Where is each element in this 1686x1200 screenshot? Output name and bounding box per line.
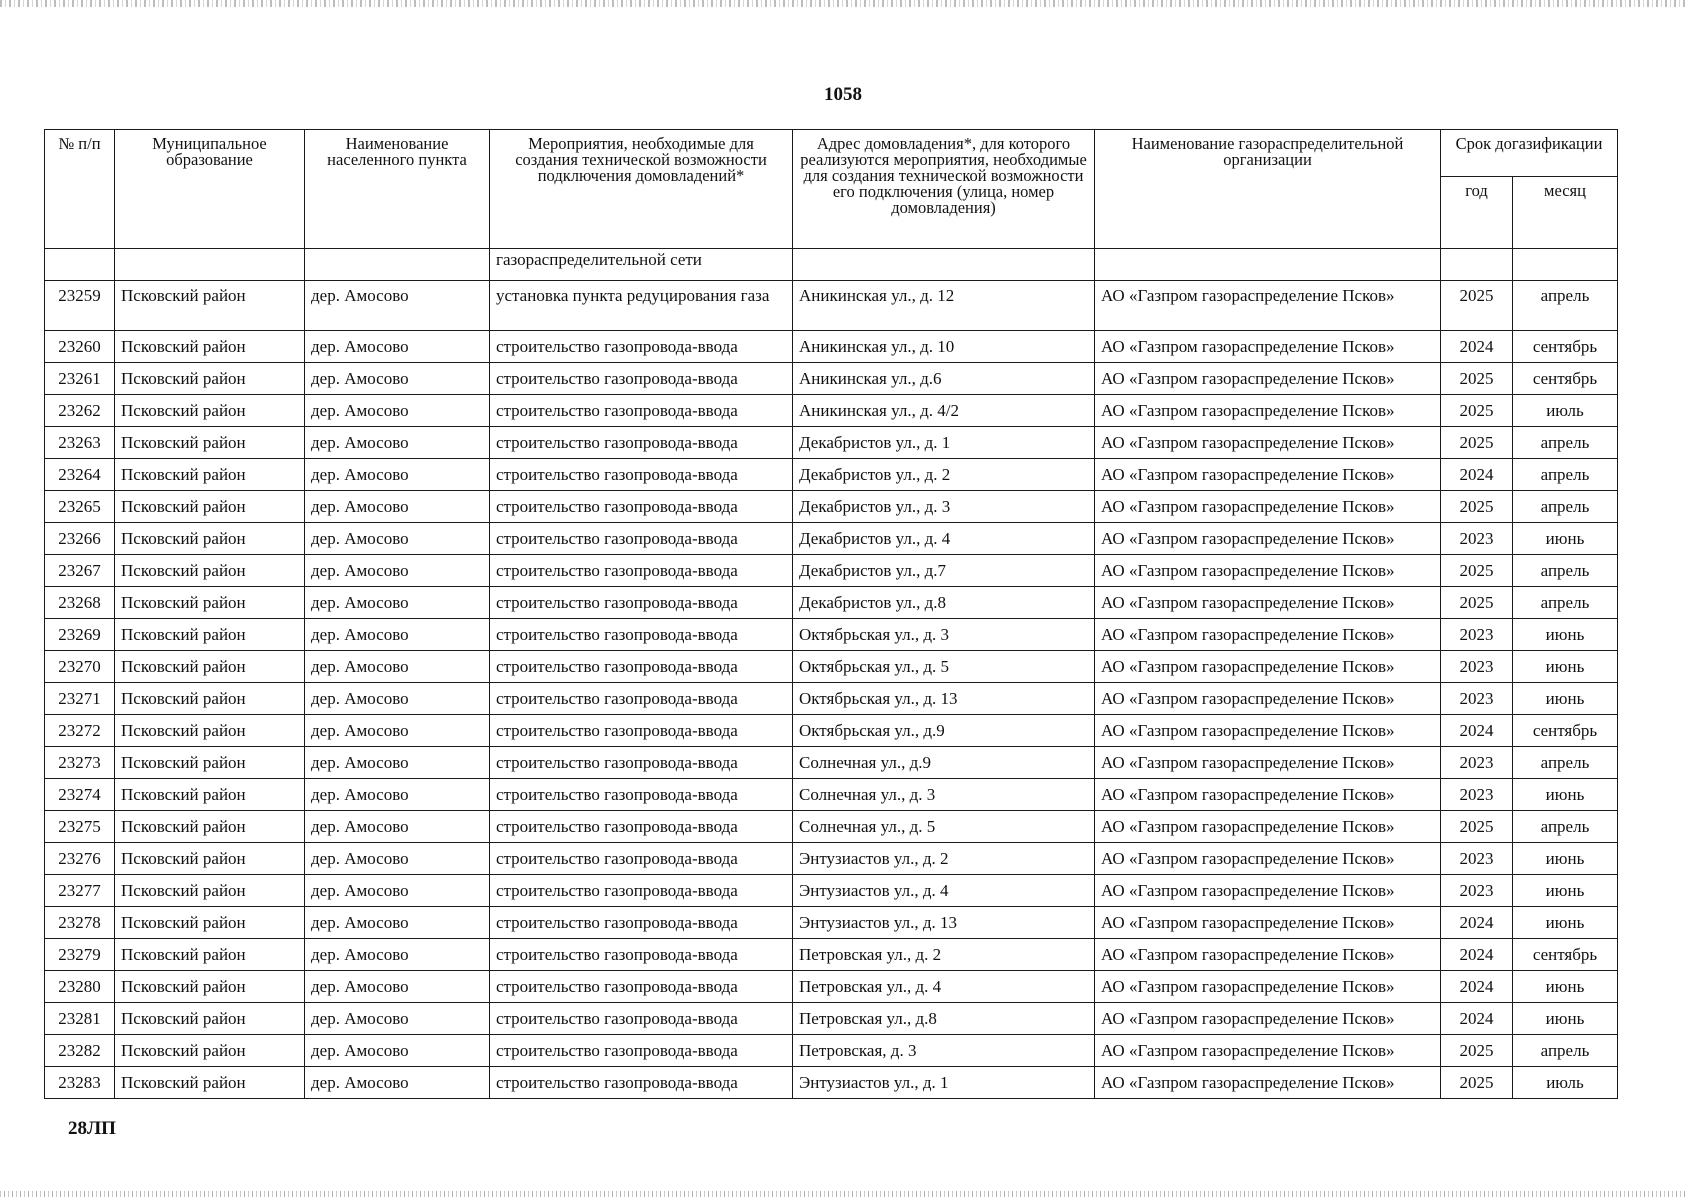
cell-number: 23282 <box>45 1035 115 1067</box>
cell-year: 2023 <box>1441 843 1513 875</box>
cell-municipality: Псковский район <box>115 747 305 779</box>
cell-number: 23260 <box>45 331 115 363</box>
cell-activity: установка пункта редуцирования газа <box>490 281 793 331</box>
cell-organization: АО «Газпром газораспределение Псков» <box>1095 1067 1441 1099</box>
cell-municipality: Псковский район <box>115 683 305 715</box>
cell-settlement: дер. Амосово <box>305 1067 490 1099</box>
cell-number: 23281 <box>45 1003 115 1035</box>
cell-settlement: дер. Амосово <box>305 395 490 427</box>
cell-activity: строительство газопровода-ввода <box>490 427 793 459</box>
cell-address: Декабристов ул., д. 1 <box>793 427 1095 459</box>
table-row <box>45 907 1618 939</box>
cell-number: 23265 <box>45 491 115 523</box>
header-settlement: Наименование населенного пункта <box>305 130 490 249</box>
cell-address: Солнечная ул., д. 5 <box>793 811 1095 843</box>
cell-month: сентябрь <box>1513 715 1618 747</box>
cell-empty <box>305 249 490 281</box>
cell-organization: АО «Газпром газораспределение Псков» <box>1095 1003 1441 1035</box>
table-row <box>45 555 1618 587</box>
cell-organization: АО «Газпром газораспределение Псков» <box>1095 491 1441 523</box>
cell-municipality: Псковский район <box>115 971 305 1003</box>
header-address: Адрес домовладения*, для которого реализуются мероприятия, необходимые для создания технической возможности его подключения (улица, номер домовладения) <box>793 130 1095 249</box>
table-row <box>45 1067 1618 1099</box>
header-month: месяц <box>1513 177 1618 249</box>
cell-number: 23266 <box>45 523 115 555</box>
cell-activity: строительство газопровода-ввода <box>490 907 793 939</box>
footer-code: 28ЛП <box>68 1118 116 1139</box>
cell-month: июнь <box>1513 683 1618 715</box>
cell-settlement: дер. Амосово <box>305 619 490 651</box>
cell-organization: АО «Газпром газораспределение Псков» <box>1095 395 1441 427</box>
cell-activity: строительство газопровода-ввода <box>490 811 793 843</box>
header-municipality: Муниципальное образование <box>115 130 305 249</box>
cell-organization: АО «Газпром газораспределение Псков» <box>1095 875 1441 907</box>
page-number: 1058 <box>824 84 862 105</box>
cell-settlement: дер. Амосово <box>305 281 490 331</box>
table-row <box>45 971 1618 1003</box>
cell-month: июль <box>1513 1067 1618 1099</box>
cell-year: 2024 <box>1441 1003 1513 1035</box>
table-row <box>45 747 1618 779</box>
cell-year: 2024 <box>1441 971 1513 1003</box>
cell-municipality: Псковский район <box>115 907 305 939</box>
cell-month: апрель <box>1513 491 1618 523</box>
cell-activity: строительство газопровода-ввода <box>490 651 793 683</box>
cell-organization: АО «Газпром газораспределение Псков» <box>1095 281 1441 331</box>
scan-edge-bottom <box>0 1191 1686 1197</box>
table-header <box>45 130 1618 249</box>
cell-activity: строительство газопровода-ввода <box>490 779 793 811</box>
cell-year: 2023 <box>1441 523 1513 555</box>
cell-organization: АО «Газпром газораспределение Псков» <box>1095 427 1441 459</box>
cell-number: 23276 <box>45 843 115 875</box>
cell-activity: строительство газопровода-ввода <box>490 363 793 395</box>
cell-organization: АО «Газпром газораспределение Псков» <box>1095 587 1441 619</box>
cell-municipality: Псковский район <box>115 281 305 331</box>
cell-number: 23261 <box>45 363 115 395</box>
cell-number: 23262 <box>45 395 115 427</box>
cell-address: Аникинская ул., д. 12 <box>793 281 1095 331</box>
cell-address: Октябрьская ул., д. 3 <box>793 619 1095 651</box>
cell-empty <box>793 249 1095 281</box>
cell-number: 23273 <box>45 747 115 779</box>
cell-year: 2025 <box>1441 811 1513 843</box>
cell-number: 23269 <box>45 619 115 651</box>
cell-settlement: дер. Амосово <box>305 747 490 779</box>
scan-edge-top <box>0 0 1686 7</box>
cell-activity: строительство газопровода-ввода <box>490 459 793 491</box>
cell-organization: АО «Газпром газораспределение Псков» <box>1095 555 1441 587</box>
cell-year: 2023 <box>1441 747 1513 779</box>
cell-number: 23272 <box>45 715 115 747</box>
cell-month: апрель <box>1513 281 1618 331</box>
table-body <box>45 249 1618 1099</box>
cell-address: Аникинская ул., д. 4/2 <box>793 395 1095 427</box>
table-row <box>45 523 1618 555</box>
cell-organization: АО «Газпром газораспределение Псков» <box>1095 939 1441 971</box>
cell-organization: АО «Газпром газораспределение Псков» <box>1095 907 1441 939</box>
cell-activity: строительство газопровода-ввода <box>490 619 793 651</box>
table-row <box>45 587 1618 619</box>
cell-municipality: Псковский район <box>115 1035 305 1067</box>
cell-year: 2023 <box>1441 619 1513 651</box>
cell-municipality: Псковский район <box>115 811 305 843</box>
cell-municipality: Псковский район <box>115 395 305 427</box>
cell-settlement: дер. Амосово <box>305 971 490 1003</box>
table-row <box>45 843 1618 875</box>
cell-empty <box>1513 249 1618 281</box>
cell-year: 2025 <box>1441 555 1513 587</box>
cell-address: Октябрьская ул., д.9 <box>793 715 1095 747</box>
cell-number: 23270 <box>45 651 115 683</box>
header-organization: Наименование газораспределительной организации <box>1095 130 1441 249</box>
cell-month: июнь <box>1513 971 1618 1003</box>
cell-year: 2024 <box>1441 331 1513 363</box>
cell-month: сентябрь <box>1513 363 1618 395</box>
cell-settlement: дер. Амосово <box>305 1035 490 1067</box>
table-row <box>45 1035 1618 1067</box>
continuation-row <box>45 249 1618 281</box>
cell-month: апрель <box>1513 587 1618 619</box>
cell-organization: АО «Газпром газораспределение Псков» <box>1095 619 1441 651</box>
cell-activity: строительство газопровода-ввода <box>490 331 793 363</box>
cell-settlement: дер. Амосово <box>305 427 490 459</box>
cell-number: 23263 <box>45 427 115 459</box>
cell-activity: строительство газопровода-ввода <box>490 555 793 587</box>
cell-settlement: дер. Амосово <box>305 1003 490 1035</box>
cell-activity: строительство газопровода-ввода <box>490 1003 793 1035</box>
cell-municipality: Псковский район <box>115 459 305 491</box>
cell-address: Аникинская ул., д. 10 <box>793 331 1095 363</box>
cell-address: Петровская ул., д. 4 <box>793 971 1095 1003</box>
cell-number: 23274 <box>45 779 115 811</box>
cell-settlement: дер. Амосово <box>305 523 490 555</box>
cell-number: 23277 <box>45 875 115 907</box>
cell-year: 2024 <box>1441 459 1513 491</box>
table-row <box>45 491 1618 523</box>
cell-month: апрель <box>1513 555 1618 587</box>
cell-settlement: дер. Амосово <box>305 555 490 587</box>
header-term: Срок догазификации <box>1441 130 1618 177</box>
table-row <box>45 651 1618 683</box>
cell-municipality: Псковский район <box>115 619 305 651</box>
cell-month: июнь <box>1513 523 1618 555</box>
cell-municipality: Псковский район <box>115 715 305 747</box>
cell-number: 23279 <box>45 939 115 971</box>
table-row <box>45 1003 1618 1035</box>
cell-address: Солнечная ул., д.9 <box>793 747 1095 779</box>
cell-month: сентябрь <box>1513 939 1618 971</box>
cell-year: 2024 <box>1441 715 1513 747</box>
cell-settlement: дер. Амосово <box>305 843 490 875</box>
cell-settlement: дер. Амосово <box>305 491 490 523</box>
cell-activity: строительство газопровода-ввода <box>490 683 793 715</box>
cell-year: 2025 <box>1441 491 1513 523</box>
table-row <box>45 875 1618 907</box>
cell-number: 23283 <box>45 1067 115 1099</box>
cell-settlement: дер. Амосово <box>305 587 490 619</box>
cell-organization: АО «Газпром газораспределение Псков» <box>1095 363 1441 395</box>
cell-organization: АО «Газпром газораспределение Псков» <box>1095 811 1441 843</box>
table-row <box>45 811 1618 843</box>
cell-organization: АО «Газпром газораспределение Псков» <box>1095 779 1441 811</box>
cell-municipality: Псковский район <box>115 555 305 587</box>
cell-address: Октябрьская ул., д. 13 <box>793 683 1095 715</box>
table-row <box>45 459 1618 491</box>
cell-settlement: дер. Амосово <box>305 651 490 683</box>
cell-municipality: Псковский район <box>115 1003 305 1035</box>
cell-organization: АО «Газпром газораспределение Псков» <box>1095 843 1441 875</box>
cell-organization: АО «Газпром газораспределение Псков» <box>1095 747 1441 779</box>
table-row <box>45 395 1618 427</box>
cell-number: 23280 <box>45 971 115 1003</box>
cell-number: 23267 <box>45 555 115 587</box>
cell-empty <box>1095 249 1441 281</box>
cell-settlement: дер. Амосово <box>305 939 490 971</box>
cell-activity: строительство газопровода-ввода <box>490 587 793 619</box>
cell-address: Энтузиастов ул., д. 2 <box>793 843 1095 875</box>
table-row <box>45 939 1618 971</box>
cell-activity: строительство газопровода-ввода <box>490 843 793 875</box>
cell-month: июнь <box>1513 875 1618 907</box>
cell-year: 2025 <box>1441 587 1513 619</box>
cell-activity: строительство газопровода-ввода <box>490 747 793 779</box>
cell-municipality: Псковский район <box>115 843 305 875</box>
cell-address: Энтузиастов ул., д. 4 <box>793 875 1095 907</box>
cell-address: Энтузиастов ул., д. 1 <box>793 1067 1095 1099</box>
cell-number: 23278 <box>45 907 115 939</box>
cell-settlement: дер. Амосово <box>305 907 490 939</box>
cell-organization: АО «Газпром газораспределение Псков» <box>1095 651 1441 683</box>
cell-settlement: дер. Амосово <box>305 811 490 843</box>
cell-activity: строительство газопровода-ввода <box>490 875 793 907</box>
cell-month: июнь <box>1513 843 1618 875</box>
cell-address: Декабристов ул., д. 4 <box>793 523 1095 555</box>
cell-municipality: Псковский район <box>115 587 305 619</box>
cell-municipality: Псковский район <box>115 939 305 971</box>
cell-settlement: дер. Амосово <box>305 715 490 747</box>
cell-municipality: Псковский район <box>115 651 305 683</box>
continuation-text: газораспределительной сети <box>490 249 793 281</box>
cell-number: 23259 <box>45 281 115 331</box>
cell-year: 2025 <box>1441 1067 1513 1099</box>
cell-year: 2023 <box>1441 875 1513 907</box>
cell-month: июнь <box>1513 907 1618 939</box>
cell-municipality: Псковский район <box>115 523 305 555</box>
cell-year: 2025 <box>1441 395 1513 427</box>
cell-year: 2023 <box>1441 651 1513 683</box>
cell-month: апрель <box>1513 459 1618 491</box>
cell-empty <box>115 249 305 281</box>
cell-month: июнь <box>1513 651 1618 683</box>
cell-activity: строительство газопровода-ввода <box>490 395 793 427</box>
cell-municipality: Псковский район <box>115 363 305 395</box>
table-row <box>45 281 1618 331</box>
cell-address: Петровская, д. 3 <box>793 1035 1095 1067</box>
cell-organization: АО «Газпром газораспределение Псков» <box>1095 683 1441 715</box>
cell-address: Энтузиастов ул., д. 13 <box>793 907 1095 939</box>
table-row <box>45 427 1618 459</box>
cell-month: июнь <box>1513 619 1618 651</box>
cell-number: 23275 <box>45 811 115 843</box>
cell-year: 2024 <box>1441 907 1513 939</box>
table-row <box>45 363 1618 395</box>
cell-address: Солнечная ул., д. 3 <box>793 779 1095 811</box>
header-measures: Мероприятия, необходимые для создания технической возможности подключения домовладений* <box>490 130 793 249</box>
cell-year: 2023 <box>1441 779 1513 811</box>
cell-organization: АО «Газпром газораспределение Псков» <box>1095 331 1441 363</box>
table-row <box>45 779 1618 811</box>
cell-month: сентябрь <box>1513 331 1618 363</box>
cell-activity: строительство газопровода-ввода <box>490 523 793 555</box>
cell-organization: АО «Газпром газораспределение Псков» <box>1095 971 1441 1003</box>
cell-year: 2024 <box>1441 939 1513 971</box>
cell-address: Декабристов ул., д.8 <box>793 587 1095 619</box>
cell-year: 2025 <box>1441 427 1513 459</box>
cell-address: Октябрьская ул., д. 5 <box>793 651 1095 683</box>
cell-organization: АО «Газпром газораспределение Псков» <box>1095 1035 1441 1067</box>
cell-empty <box>1441 249 1513 281</box>
cell-year: 2025 <box>1441 1035 1513 1067</box>
cell-activity: строительство газопровода-ввода <box>490 939 793 971</box>
cell-municipality: Псковский район <box>115 875 305 907</box>
cell-address: Декабристов ул., д. 3 <box>793 491 1095 523</box>
cell-activity: строительство газопровода-ввода <box>490 971 793 1003</box>
table-row <box>45 715 1618 747</box>
cell-activity: строительство газопровода-ввода <box>490 1035 793 1067</box>
cell-month: апрель <box>1513 747 1618 779</box>
cell-settlement: дер. Амосово <box>305 363 490 395</box>
header-num: № п/п <box>45 130 115 249</box>
cell-address: Декабристов ул., д.7 <box>793 555 1095 587</box>
table-row <box>45 619 1618 651</box>
table-row <box>45 331 1618 363</box>
cell-municipality: Псковский район <box>115 779 305 811</box>
cell-activity: строительство газопровода-ввода <box>490 491 793 523</box>
cell-address: Петровская ул., д. 2 <box>793 939 1095 971</box>
cell-organization: АО «Газпром газораспределение Псков» <box>1095 523 1441 555</box>
cell-municipality: Псковский район <box>115 331 305 363</box>
cell-number: 23268 <box>45 587 115 619</box>
cell-month: апрель <box>1513 811 1618 843</box>
cell-activity: строительство газопровода-ввода <box>490 1067 793 1099</box>
cell-address: Декабристов ул., д. 2 <box>793 459 1095 491</box>
cell-settlement: дер. Амосово <box>305 459 490 491</box>
cell-organization: АО «Газпром газораспределение Псков» <box>1095 715 1441 747</box>
cell-settlement: дер. Амосово <box>305 331 490 363</box>
cell-settlement: дер. Амосово <box>305 683 490 715</box>
cell-organization: АО «Газпром газораспределение Псков» <box>1095 459 1441 491</box>
cell-month: июль <box>1513 395 1618 427</box>
cell-address: Петровская ул., д.8 <box>793 1003 1095 1035</box>
cell-settlement: дер. Амосово <box>305 875 490 907</box>
cell-month: апрель <box>1513 427 1618 459</box>
header-year: год <box>1441 177 1513 249</box>
cell-address: Аникинская ул., д.6 <box>793 363 1095 395</box>
cell-year: 2025 <box>1441 363 1513 395</box>
cell-municipality: Псковский район <box>115 427 305 459</box>
cell-municipality: Псковский район <box>115 491 305 523</box>
cell-number: 23271 <box>45 683 115 715</box>
table-row <box>45 683 1618 715</box>
cell-empty <box>45 249 115 281</box>
cell-year: 2023 <box>1441 683 1513 715</box>
cell-month: апрель <box>1513 1035 1618 1067</box>
cell-number: 23264 <box>45 459 115 491</box>
cell-activity: строительство газопровода-ввода <box>490 715 793 747</box>
cell-year: 2025 <box>1441 281 1513 331</box>
cell-month: июнь <box>1513 1003 1618 1035</box>
cell-municipality: Псковский район <box>115 1067 305 1099</box>
gasification-table <box>44 129 1618 1099</box>
cell-settlement: дер. Амосово <box>305 779 490 811</box>
cell-month: июнь <box>1513 779 1618 811</box>
